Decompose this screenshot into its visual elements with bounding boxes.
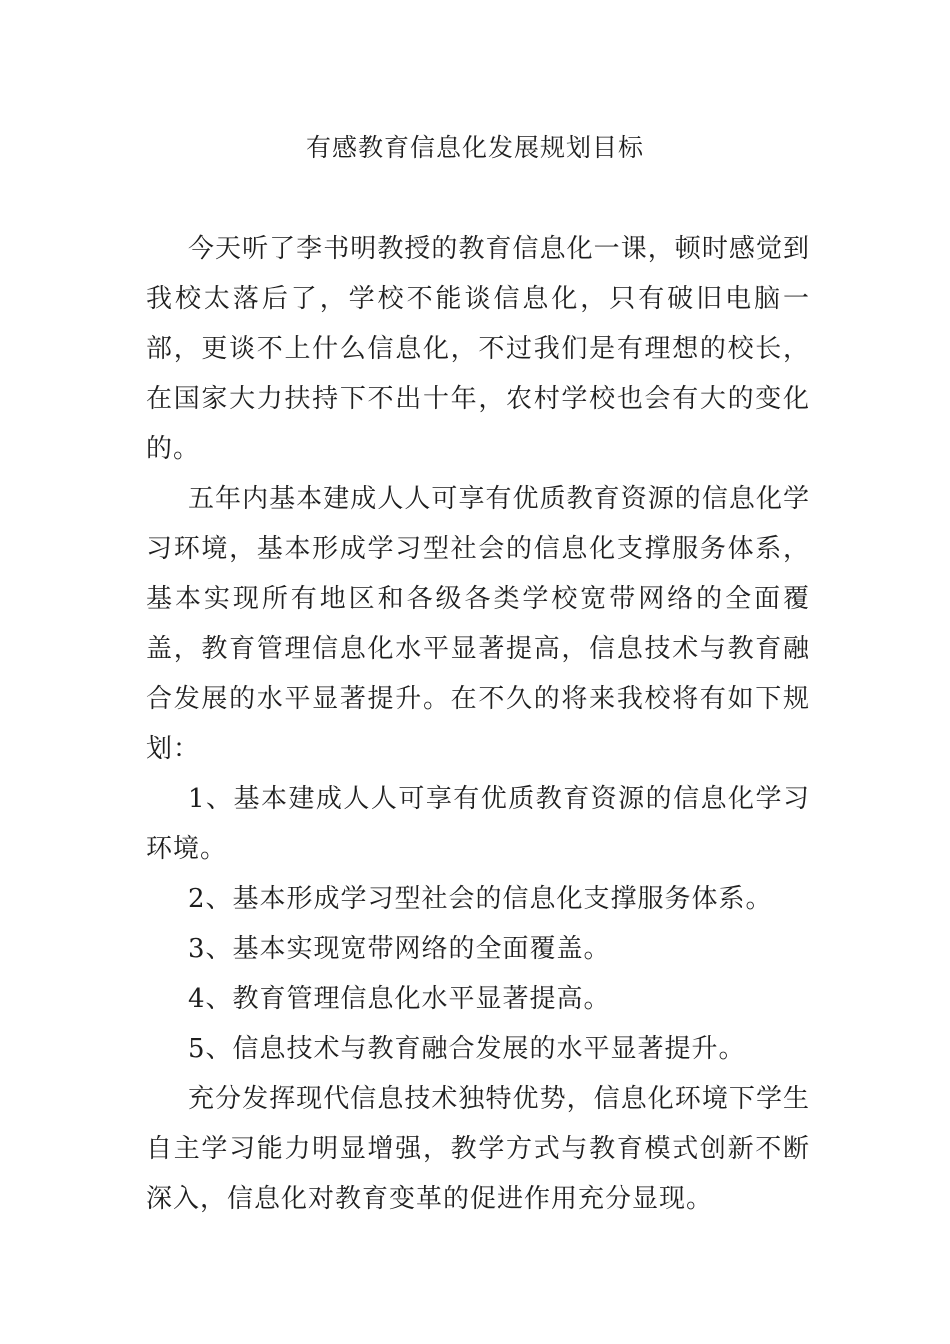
document-body (146, 224, 810, 1224)
plan-item-3: 3、基本实现宽带网络的全面覆盖。 (188, 934, 611, 964)
intro-paragraph: 今天听了李书明教授的教育信息化一课，顿时感觉到我校太落后了，学校不能谈信息化，只有破旧电脑一部，更谈不上什么信息化，不过我们是有理想的校长，在国家大力扶持下不出十年，农村学校也会有大的变化的。 (146, 234, 810, 464)
document-title: 有感教育信息化发展规划目标 (305, 133, 644, 162)
plan-item-5: 5、信息技术与教育融合发展的水平显著提升。 (188, 1034, 746, 1064)
plan-item-4: 4、教育管理信息化水平显著提高。 (188, 984, 611, 1014)
closing-paragraph: 充分发挥现代信息技术独特优势，信息化环境下学生自主学习能力明显增强，教学方式与教育模式创新不断深入，信息化对教育变革的促进作用充分显现。 (146, 1084, 810, 1214)
plan-item-2: 2、基本形成学习型社会的信息化支撑服务体系。 (188, 884, 773, 914)
plan-item-1: 1、基本建成人人可享有优质教育资源的信息化学习环境。 (146, 784, 810, 864)
goals-paragraph: 五年内基本建成人人可享有优质教育资源的信息化学习环境，基本形成学习型社会的信息化支撑服务体系，基本实现所有地区和各级各类学校宽带网络的全面覆盖，教育管理信息化水平显著提高，信息技术与教育融合发展的水平显著提升。在不久的将来我校将有如下规划： (146, 484, 810, 764)
